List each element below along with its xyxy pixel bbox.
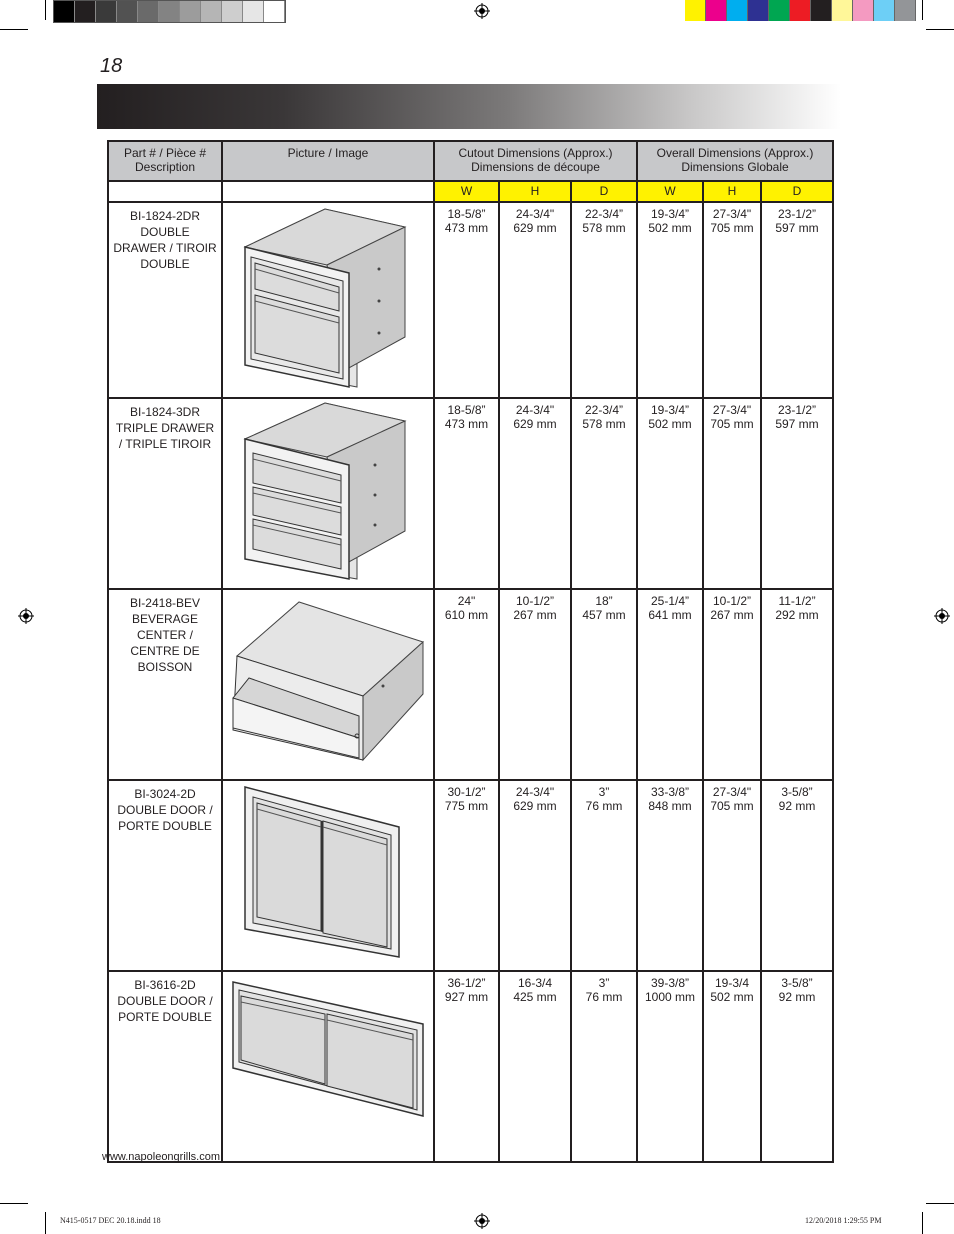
overall-h-cell (703, 398, 761, 589)
cutout-header: Cutout Dimensions (Approx.) Dimensions de découpe (434, 141, 637, 181)
overall-w-cell (637, 398, 703, 589)
subheader-cutout-h: H (499, 181, 571, 202)
table-row (108, 398, 833, 589)
value-mm: 76 mm (585, 990, 623, 1004)
value-inches: 23-1/2” (778, 403, 817, 417)
color-swatch (895, 0, 916, 21)
value-inches: 30-1/2” (447, 785, 486, 799)
value-mm: 457 mm (582, 608, 626, 622)
value-mm: 775 mm (444, 799, 489, 813)
overall-w-cell (637, 971, 703, 1162)
value-inches: 27-3/4" (712, 785, 752, 799)
gray-swatch (222, 1, 243, 22)
value-mm: 473 mm (444, 417, 489, 431)
color-swatch (706, 0, 727, 21)
value-inches: 27-3/4" (712, 403, 752, 417)
beverage-center-image (223, 590, 433, 772)
value-mm: 578 mm (582, 417, 626, 431)
value-mm: 267 mm (710, 608, 754, 622)
value-inches: 39-3/8” (651, 976, 690, 990)
overall-w-cell (637, 589, 703, 780)
subheader-cutout-w: W (434, 181, 499, 202)
value-inches: 3” (598, 976, 610, 990)
gray-swatch (96, 1, 117, 22)
picture-header: Picture / Image (222, 141, 434, 181)
value-inches: 33-3/8” (651, 785, 690, 799)
value-inches: 3-5/8” (781, 976, 813, 990)
crop-mark (0, 1203, 28, 1204)
overall-w-cell (637, 202, 703, 398)
gray-swatch (159, 1, 180, 22)
value-inches: 25-1/4” (651, 594, 690, 608)
table-row (108, 202, 833, 398)
double-door-image (223, 781, 433, 963)
value-inches: 36-1/2” (447, 976, 486, 990)
color-swatch (811, 0, 832, 21)
color-swatch (832, 0, 853, 21)
crop-mark (926, 29, 954, 30)
value-inches: 10-1/2” (713, 594, 752, 608)
value-inches: 10-1/2” (515, 594, 555, 608)
section-header-bar (97, 84, 841, 129)
value-mm: 502 mm (648, 221, 692, 235)
value-mm: 502 mm (710, 990, 754, 1004)
wide-double-door-image (223, 972, 433, 1154)
registration-mark-icon (934, 608, 950, 624)
value-mm: 1000 mm (645, 990, 696, 1004)
cutout-h-cell (499, 780, 571, 971)
subheader-overall-d: D (761, 181, 833, 202)
cutout-w-cell (434, 589, 499, 780)
value-mm: 292 mm (775, 608, 819, 622)
color-swatch (727, 0, 748, 21)
registration-mark-icon (474, 3, 490, 19)
gray-swatch (138, 1, 159, 22)
value-inches: 3-5/8” (781, 785, 813, 799)
cutout-w-cell (434, 971, 499, 1162)
cutout-h-cell (499, 202, 571, 398)
overall-d-cell (761, 202, 833, 398)
part-header: Part # / Pièce # Description (108, 141, 222, 181)
value-mm: 629 mm (513, 221, 557, 235)
color-swatch (769, 0, 790, 21)
color-swatch (748, 0, 769, 21)
overall-h-cell (703, 780, 761, 971)
part-description: BI-3024-2D DOUBLE DOOR / PORTE DOUBLE (108, 780, 222, 971)
gray-swatch (75, 1, 96, 22)
gray-swatch (264, 1, 285, 22)
crop-mark (922, 0, 923, 20)
value-mm: 267 mm (513, 608, 557, 622)
value-inches: 16-3/4 (517, 976, 553, 990)
value-mm: 92 mm (778, 990, 816, 1004)
value-inches: 19-3/4 (715, 976, 750, 990)
value-inches: 24-3/4" (515, 785, 555, 799)
overall-d-cell (761, 780, 833, 971)
table-row (108, 780, 833, 971)
color-swatch (685, 0, 706, 21)
value-inches: 22-3/4” (584, 207, 624, 221)
double-drawer-image (223, 203, 433, 397)
value-mm: 92 mm (778, 799, 816, 813)
subheader-blank (222, 181, 434, 202)
gray-swatch (180, 1, 201, 22)
value-mm: 705 mm (710, 221, 754, 235)
value-inches: 24" (457, 594, 476, 608)
product-picture (222, 780, 434, 971)
value-mm: 629 mm (513, 799, 557, 813)
overall-h-cell (703, 202, 761, 398)
overall-h-cell (703, 971, 761, 1162)
print-slug-file: N415-0517 DEC 20.18.indd 18 (60, 1216, 161, 1225)
value-inches: 24-3/4" (515, 403, 555, 417)
gray-swatch (201, 1, 222, 22)
registration-mark-icon (474, 1213, 490, 1229)
subheader-cutout-d: D (571, 181, 637, 202)
value-inches: 18-5/8” (447, 403, 486, 417)
crop-mark (0, 29, 28, 30)
value-mm: 705 mm (710, 799, 754, 813)
product-picture (222, 202, 434, 398)
value-mm: 502 mm (648, 417, 692, 431)
value-inches: 27-3/4" (712, 207, 752, 221)
value-mm: 76 mm (585, 799, 623, 813)
value-inches: 19-3/4” (651, 207, 690, 221)
footer-url: www.napoleongrills.com (102, 1151, 220, 1163)
color-swatch (874, 0, 895, 21)
value-inches: 23-1/2” (778, 207, 817, 221)
part-description: BI-2418-BEV BEVERAGE CENTER / CENTRE DE BOISSON (108, 589, 222, 780)
part-description: BI-1824-2DR DOUBLE DRAWER / TIROIR DOUBLE (108, 202, 222, 398)
overall-w-cell (637, 780, 703, 971)
color-swatch (853, 0, 874, 21)
gray-swatch (117, 1, 138, 22)
gray-calibration-bar (53, 0, 286, 23)
part-description: BI-3616-2D DOUBLE DOOR / PORTE DOUBLE (108, 971, 222, 1162)
color-calibration-bar (685, 0, 916, 21)
cutout-d-cell (571, 202, 637, 398)
crop-mark (926, 1203, 954, 1204)
triple-drawer-image (223, 399, 433, 581)
value-inches: 24-3/4" (515, 207, 555, 221)
print-slug-date: 12/20/2018 1:29:55 PM (805, 1216, 882, 1225)
product-picture (222, 589, 434, 780)
dimensions-table (107, 140, 834, 1163)
table-row (108, 971, 833, 1162)
product-picture (222, 398, 434, 589)
color-swatch (790, 0, 811, 21)
cutout-d-cell (571, 780, 637, 971)
value-mm: 578 mm (582, 221, 626, 235)
value-inches: 19-3/4” (651, 403, 690, 417)
cutout-h-cell (499, 971, 571, 1162)
value-mm: 610 mm (444, 608, 489, 622)
page-number: 18 (100, 55, 123, 77)
cutout-d-cell (571, 589, 637, 780)
table-subheader-row (108, 181, 833, 202)
value-inches: 22-3/4” (584, 403, 624, 417)
subheader-overall-h: H (703, 181, 761, 202)
crop-mark (45, 0, 46, 20)
overall-d-cell (761, 971, 833, 1162)
registration-mark-icon (18, 608, 34, 624)
cutout-h-cell (499, 398, 571, 589)
value-mm: 597 mm (775, 417, 819, 431)
crop-mark (45, 1212, 46, 1234)
value-mm: 705 mm (710, 417, 754, 431)
value-mm: 425 mm (513, 990, 557, 1004)
value-inches: 18-5/8” (447, 207, 486, 221)
value-inches: 18” (595, 594, 613, 608)
gray-swatch (243, 1, 264, 22)
value-inches: 11-1/2” (778, 594, 816, 608)
overall-header: Overall Dimensions (Approx.) Dimensions Globale (637, 141, 833, 181)
product-picture (222, 971, 434, 1162)
value-mm: 641 mm (648, 608, 692, 622)
value-mm: 848 mm (648, 799, 692, 813)
overall-h-cell (703, 589, 761, 780)
value-mm: 473 mm (444, 221, 489, 235)
part-description: BI-1824-3DR TRIPLE DRAWER / TRIPLE TIROIR (108, 398, 222, 589)
gray-swatch (54, 1, 75, 22)
value-mm: 927 mm (444, 990, 489, 1004)
table-row (108, 589, 833, 780)
cutout-w-cell (434, 202, 499, 398)
subheader-overall-w: W (637, 181, 703, 202)
cutout-h-cell (499, 589, 571, 780)
cutout-d-cell (571, 971, 637, 1162)
value-mm: 597 mm (775, 221, 819, 235)
value-mm: 629 mm (513, 417, 557, 431)
subheader-blank (108, 181, 222, 202)
overall-d-cell (761, 398, 833, 589)
table-header-row (108, 141, 833, 181)
cutout-w-cell (434, 398, 499, 589)
cutout-w-cell (434, 780, 499, 971)
overall-d-cell (761, 589, 833, 780)
value-inches: 3” (598, 785, 610, 799)
crop-mark (922, 1212, 923, 1234)
cutout-d-cell (571, 398, 637, 589)
